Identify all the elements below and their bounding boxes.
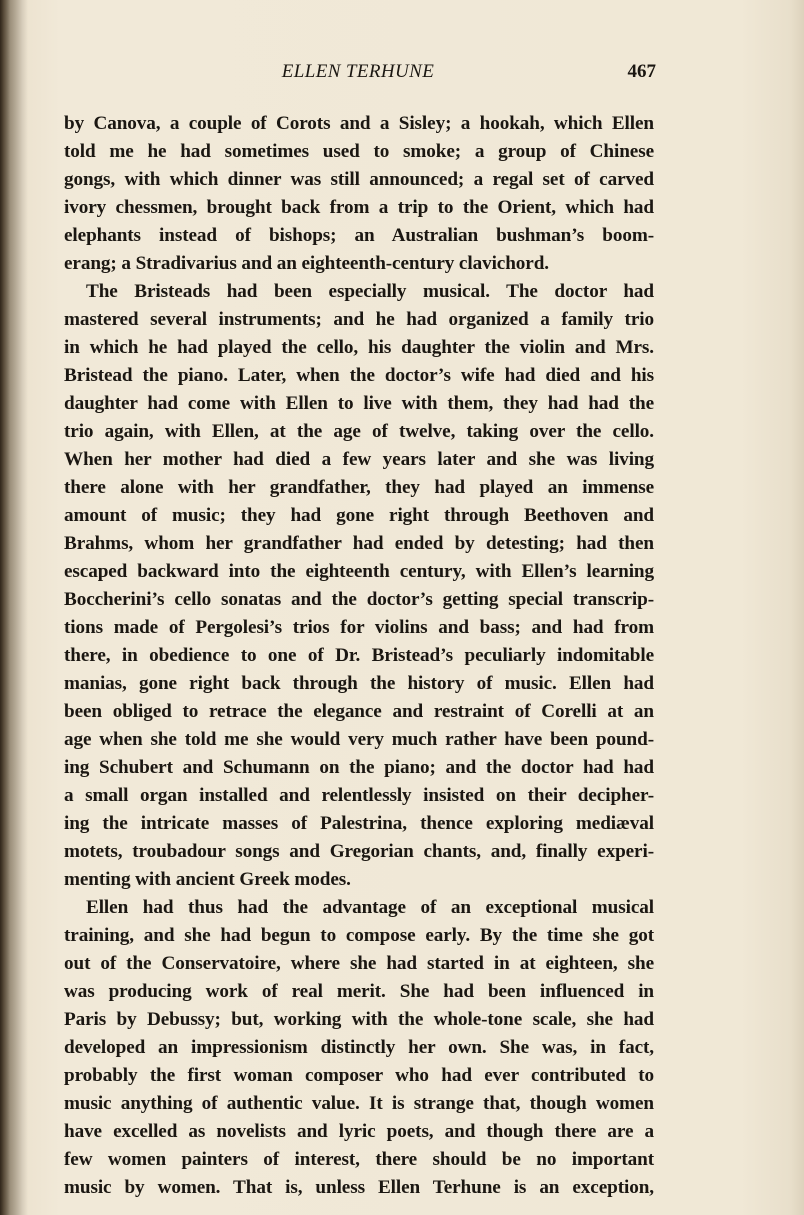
text-line: elephants instead of bishops; an Australian bushman’s boom- (64, 225, 654, 246)
text-line: age when she told me she would very much rather have been pound- (64, 729, 654, 750)
text-line: Paris by Debussy; but, working with the whole-tone scale, she had (64, 1009, 654, 1030)
text-line: a small organ installed and relentlessly insisted on their decipher- (64, 785, 654, 806)
text-line: ing Schubert and Schumann on the piano; and the doctor had had (64, 757, 654, 778)
text-line: mastered several instruments; and he had organized a family trio (64, 309, 654, 330)
text-line: there alone with her grandfather, they had played an immense (64, 477, 654, 498)
text-line: escaped backward into the eighteenth century, with Ellen’s learning (64, 561, 654, 582)
text-line: manias, gone right back through the history of music. Ellen had (64, 673, 654, 694)
text-line: told me he had sometimes used to smoke; a group of Chinese (64, 141, 654, 162)
text-line: gongs, with which dinner was still announced; a regal set of carved (64, 169, 654, 190)
text-line: trio again, with Ellen, at the age of twelve, taking over the cello. (64, 421, 654, 442)
text-line: Boccherini’s cello sonatas and the doctor’s getting special transcrip- (64, 589, 654, 610)
text-line: by Canova, a couple of Corots and a Sisley; a hookah, which Ellen (64, 113, 654, 134)
text-line: probably the first woman composer who had ever contributed to (64, 1065, 654, 1086)
text-line: tions made of Pergolesi’s trios for violins and bass; and had from (64, 617, 654, 638)
page-header (60, 61, 656, 89)
text-line: ing the intricate masses of Palestrina, thence exploring mediæval (64, 813, 654, 834)
text-line: Brahms, whom her grandfather had ended by detesting; had then (64, 533, 654, 554)
body-text (64, 110, 654, 1202)
text-line: music anything of authentic value. It is strange that, though women (64, 1093, 654, 1114)
text-line: motets, troubadour songs and Gregorian chants, and, finally experi- (64, 841, 654, 862)
text-line: was producing work of real merit. She had been influenced in (64, 981, 654, 1002)
running-head: ELLEN TERHUNE (281, 61, 435, 82)
text-line: The Bristeads had been especially musical. The doctor had (86, 281, 654, 302)
text-line: been obliged to retrace the elegance and restraint of Corelli at an (64, 701, 654, 722)
text-line: Bristead the piano. Later, when the doctor’s wife had died and his (64, 365, 654, 386)
text-line: daughter had come with Ellen to live with them, they had had the (64, 393, 654, 414)
text-line: there, in obedience to one of Dr. Bristead’s peculiarly indomitable (64, 645, 654, 666)
text-line: in which he had played the cello, his daughter the violin and Mrs. (64, 337, 654, 358)
text-line: erang; a Stradivarius and an eighteenth-century clavichord. (64, 253, 549, 274)
binding-gutter-shadow (0, 0, 28, 1215)
text-line: Ellen had thus had the advantage of an exceptional musical (86, 897, 654, 918)
text-line: amount of music; they had gone right through Beethoven and (64, 505, 654, 526)
text-line: have excelled as novelists and lyric poets, and though there are a (64, 1121, 654, 1142)
text-line: few women painters of interest, there should be no important (64, 1149, 654, 1170)
page-number: 467 (627, 61, 656, 82)
text-line: menting with ancient Greek modes. (64, 869, 351, 890)
text-line: When her mother had died a few years later and she was living (64, 449, 654, 470)
text-line: developed an impressionism distinctly her own. She was, in fact, (64, 1037, 654, 1058)
text-line: training, and she had begun to compose early. By the time she got (64, 925, 654, 946)
text-line: ivory chessmen, brought back from a trip to the Orient, which had (64, 197, 654, 218)
text-line: out of the Conservatoire, where she had started in at eighteen, she (64, 953, 654, 974)
text-line: music by women. That is, unless Ellen Terhune is an exception, (64, 1177, 654, 1198)
